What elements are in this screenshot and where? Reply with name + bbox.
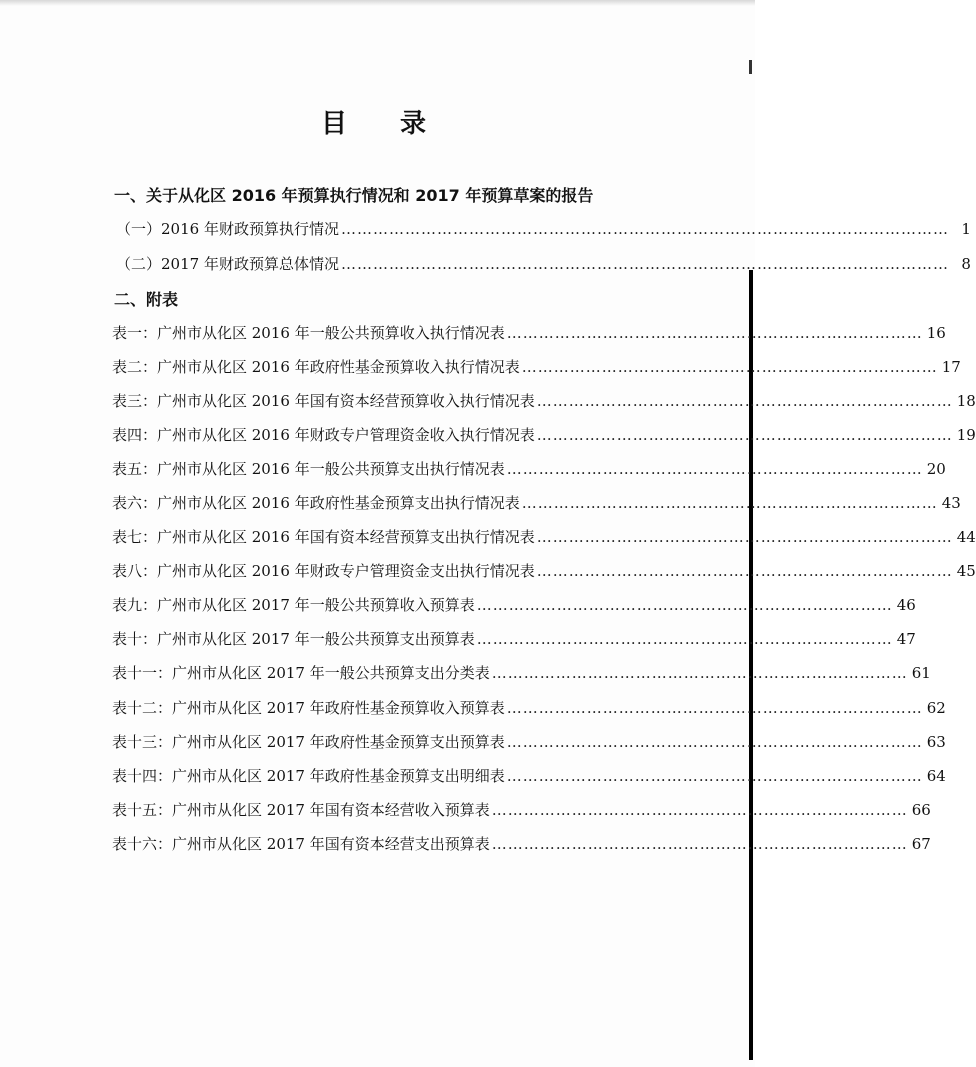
page-title: 目 录 <box>320 109 449 139</box>
toc-entry-page: 20 <box>926 460 946 478</box>
toc-entry[interactable] <box>112 799 931 820</box>
toc-entry[interactable] <box>112 628 916 649</box>
dot-leader: …………………………………………………………………… <box>536 426 953 444</box>
toc-entry-page: 8 <box>961 255 971 273</box>
toc-entry[interactable] <box>112 322 946 343</box>
dot-leader: …………………………………………………………………… <box>491 801 908 819</box>
toc-entry-title: 表九：广州市从化区 2017 年一般公共预算收入预算表 <box>112 596 475 614</box>
toc-entry-title: 表十一：广州市从化区 2017 年一般公共预算支出分类表 <box>112 664 490 682</box>
toc-entry-title: 表十六：广州市从化区 2017 年国有资本经营支出预算表 <box>112 835 490 853</box>
toc-entry[interactable] <box>112 390 976 411</box>
dot-leader: …………………………………………………………………… <box>476 630 893 648</box>
toc-entry[interactable] <box>116 253 971 274</box>
toc-entry-title: 表四：广州市从化区 2016 年财政专户管理资金收入执行情况表 <box>112 426 535 444</box>
dot-leader: …………………………………………………………………… <box>491 835 908 853</box>
toc-entry-title: 表八：广州市从化区 2016 年财政专户管理资金支出执行情况表 <box>112 562 535 580</box>
toc-entry-page: 44 <box>956 528 976 546</box>
toc-entry-title: 表十三：广州市从化区 2017 年政府性基金预算支出预算表 <box>112 733 505 751</box>
toc-entry[interactable] <box>112 594 916 615</box>
toc-entry-page: 47 <box>896 630 916 648</box>
dot-leader: …………………………………………………………………… <box>506 699 923 717</box>
dot-leader: …………………………………………………………………… <box>491 664 908 682</box>
toc-entry-title: （一）2016 年财政预算执行情况 <box>116 220 339 238</box>
section-heading-report: 一、关于从化区 2016 年预算执行情况和 2017 年预算草案的报告 <box>114 186 594 205</box>
dot-leader: …………………………………………………………………………………………………… <box>340 255 949 273</box>
toc-entry[interactable] <box>112 560 976 581</box>
toc-entry-title: 表一：广州市从化区 2016 年一般公共预算收入执行情况表 <box>112 324 505 342</box>
scan-edge-top <box>0 0 755 6</box>
toc-entry-page: 1 <box>961 220 971 238</box>
dot-leader: …………………………………………………………………………………………………… <box>340 220 949 238</box>
toc-entry-title: 表十四：广州市从化区 2017 年政府性基金预算支出明细表 <box>112 767 505 785</box>
toc-entry[interactable] <box>112 697 946 718</box>
toc-entry-title: 表十：广州市从化区 2017 年一般公共预算支出预算表 <box>112 630 475 648</box>
dot-leader: …………………………………………………………………… <box>536 528 953 546</box>
toc-entry[interactable] <box>116 218 971 239</box>
toc-entry-page: 67 <box>911 835 931 853</box>
dot-leader: …………………………………………………………………… <box>476 596 893 614</box>
toc-entry-page: 16 <box>926 324 946 342</box>
toc-entry[interactable] <box>112 458 946 479</box>
toc-entry-title: 表六：广州市从化区 2016 年政府性基金预算支出执行情况表 <box>112 494 520 512</box>
toc-entry-page: 63 <box>926 733 946 751</box>
toc-entry-title: 表十二：广州市从化区 2017 年政府性基金预算收入预算表 <box>112 699 505 717</box>
toc-entry-page: 62 <box>926 699 946 717</box>
toc-entry-title: 表十五：广州市从化区 2017 年国有资本经营收入预算表 <box>112 801 490 819</box>
toc-entry[interactable] <box>112 765 946 786</box>
toc-entry[interactable] <box>112 492 961 513</box>
section-heading-appendix: 二、附表 <box>114 290 179 309</box>
dot-leader: …………………………………………………………………… <box>506 767 923 785</box>
toc-entry-page: 17 <box>941 358 961 376</box>
toc-entry-page: 64 <box>926 767 946 785</box>
dot-leader: …………………………………………………………………… <box>536 562 953 580</box>
dot-leader: …………………………………………………………………… <box>521 494 938 512</box>
toc-entry[interactable] <box>112 356 961 377</box>
toc-entry-page: 19 <box>956 426 976 444</box>
scan-mark-right <box>749 60 752 74</box>
toc-entry[interactable] <box>112 731 946 752</box>
toc-entry[interactable] <box>112 833 931 854</box>
toc-entry[interactable] <box>112 662 931 683</box>
toc-entry-title: 表七：广州市从化区 2016 年国有资本经营预算支出执行情况表 <box>112 528 535 546</box>
toc-entry-title: 表五：广州市从化区 2016 年一般公共预算支出执行情况表 <box>112 460 505 478</box>
toc-entry-page: 61 <box>911 664 931 682</box>
toc-entry-title: 表三：广州市从化区 2016 年国有资本经营预算收入执行情况表 <box>112 392 535 410</box>
toc-entry-title: 表二：广州市从化区 2016 年政府性基金预算收入执行情况表 <box>112 358 520 376</box>
toc-entry-page: 43 <box>941 494 961 512</box>
toc-entry[interactable] <box>112 526 976 547</box>
dot-leader: …………………………………………………………………… <box>506 733 923 751</box>
toc-entry-page: 18 <box>956 392 976 410</box>
dot-leader: …………………………………………………………………… <box>506 460 923 478</box>
toc-entry-title: （二）2017 年财政预算总体情况 <box>116 255 339 273</box>
toc-entry[interactable] <box>112 424 976 445</box>
toc-entry-page: 45 <box>956 562 976 580</box>
dot-leader: …………………………………………………………………… <box>506 324 923 342</box>
dot-leader: …………………………………………………………………… <box>536 392 953 410</box>
toc-entry-page: 46 <box>896 596 916 614</box>
toc-entry-page: 66 <box>911 801 931 819</box>
dot-leader: …………………………………………………………………… <box>521 358 938 376</box>
